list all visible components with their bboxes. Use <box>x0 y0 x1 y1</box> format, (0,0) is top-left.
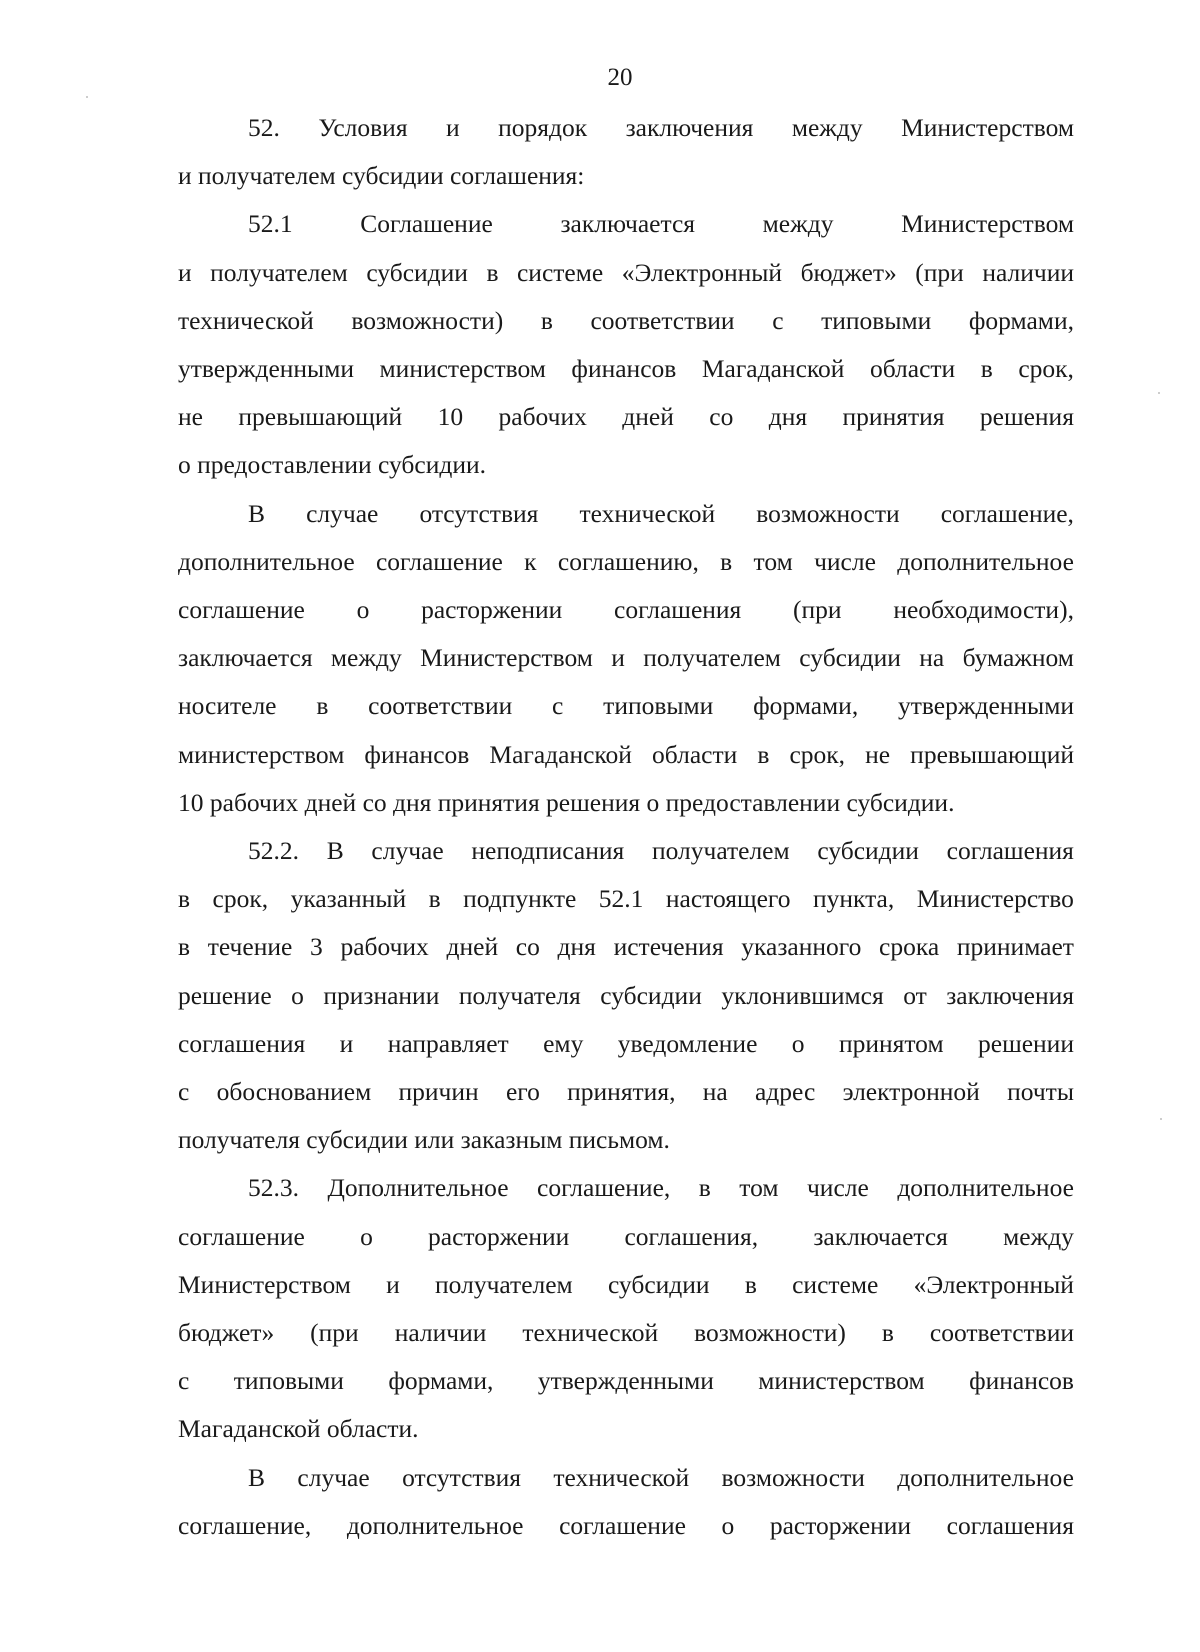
text-line: соглашения и направляет ему уведомление о принятом решении <box>178 1028 1074 1058</box>
text-line: заключается между Министерством и получателем субсидии на бумажном <box>178 643 1074 673</box>
text-line: 52.1 Соглашение заключается между Министерством <box>248 209 1074 239</box>
text-line: получателя субсидии или заказным письмом. <box>178 1125 670 1155</box>
text-line: Министерством и получателем субсидии в системе «Электронный <box>178 1269 1074 1299</box>
text-line: 10 рабочих дней со дня принятия решения о предоставлении субсидии. <box>178 787 955 817</box>
text-line: технической возможности) в соответствии с типовыми формами, <box>178 305 1074 335</box>
text-line: не превышающий 10 рабочих дней со дня принятия решения <box>178 402 1074 432</box>
scan-speck <box>86 96 88 98</box>
text-line: решение о признании получателя субсидии уклонившимся от заключения <box>178 980 1074 1010</box>
document-body <box>178 104 1074 1550</box>
text-line: 52. Условия и порядок заключения между Министерством <box>248 113 1074 142</box>
page-number: 20 <box>607 64 633 91</box>
text-line: В случае отсутствия технической возможности дополнительное <box>248 1462 1074 1492</box>
scan-speck <box>1160 1118 1162 1120</box>
text-line: 52.3. Дополнительное соглашение, в том числе дополнительное <box>248 1173 1074 1203</box>
text-line: с типовыми формами, утвержденными министерством финансов <box>178 1366 1074 1396</box>
text-line: соглашение о расторжении соглашения, заключается между <box>178 1221 1074 1251</box>
text-line: дополнительное соглашение к соглашению, в том числе дополнительное <box>178 546 1074 576</box>
text-line: в срок, указанный в подпункте 52.1 настоящего пункта, Министерство <box>178 884 1074 914</box>
text-line: о предоставлении субсидии. <box>178 450 486 480</box>
text-line: соглашение о расторжении соглашения (при необходимости), <box>178 595 1074 625</box>
text-line: бюджет» (при наличии технической возможности) в соответствии <box>178 1318 1074 1348</box>
text-line: 52.2. В случае неподписания получателем субсидии соглашения <box>248 836 1074 866</box>
text-line: Магаданской области. <box>178 1414 419 1444</box>
text-line: В случае отсутствия технической возможности соглашение, <box>248 498 1074 528</box>
text-line: в течение 3 рабочих дней со дня истечения указанного срока принимает <box>178 932 1074 962</box>
text-line: и получателем субсидии соглашения: <box>178 161 585 191</box>
text-line: с обоснованием причин его принятия, на адрес электронной почты <box>178 1077 1074 1107</box>
text-line: соглашение, дополнительное соглашение о расторжении соглашения <box>178 1510 1074 1540</box>
text-line: министерством финансов Магаданской области в срок, не превышающий <box>178 739 1074 769</box>
text-line: и получателем субсидии в системе «Электронный бюджет» (при наличии <box>178 257 1074 287</box>
scan-speck <box>1158 392 1160 394</box>
text-line: носителе в соответствии с типовыми формами, утвержденными <box>178 691 1074 721</box>
text-line: утвержденными министерством финансов Магаданской области в срок, <box>178 354 1074 384</box>
